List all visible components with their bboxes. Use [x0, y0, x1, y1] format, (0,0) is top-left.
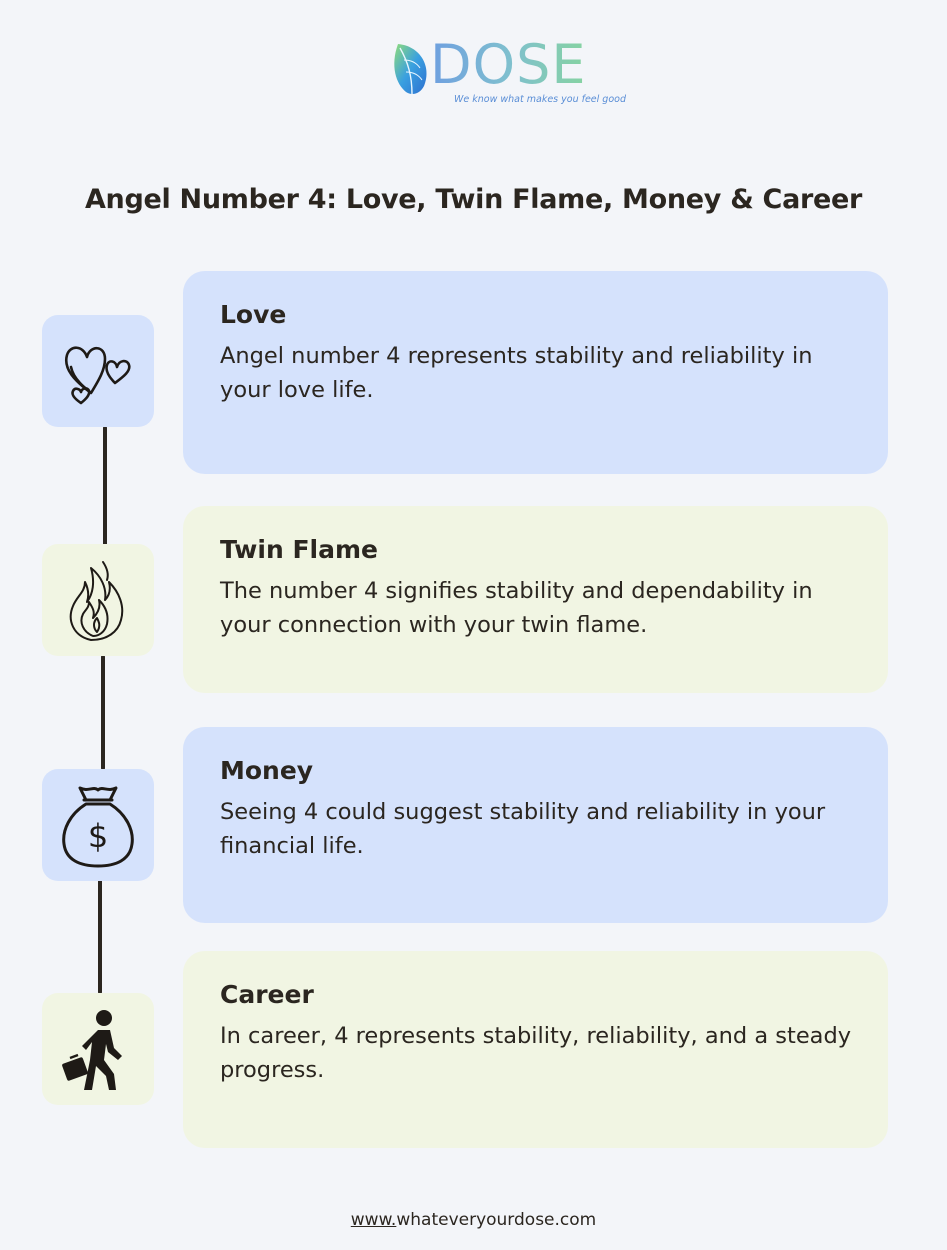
svg-text:$: $ [87, 817, 109, 855]
logo-tagline: We know what makes you feel good [454, 94, 626, 105]
twin-flame-card [183, 506, 888, 693]
love-card [183, 271, 888, 474]
logo-wordmark: DOSE [430, 33, 587, 96]
timeline-connector [103, 426, 107, 546]
footer-www: www. [350, 1210, 397, 1230]
career-icon-box [42, 993, 154, 1105]
career-card [183, 951, 888, 1148]
money-icon-box [42, 769, 154, 881]
footer-domain: whateveryourdose.com [396, 1210, 597, 1230]
love-text: Angel number 4 represents stability and reliability in your love life. [220, 343, 813, 403]
money-text: Seeing 4 could suggest stability and reliability in your financial life. [220, 799, 826, 859]
career-text: In career, 4 represents stability, reliability, and a steady progress. [220, 1023, 852, 1083]
timeline-connector [101, 655, 105, 770]
twin-flame-text: The number 4 signifies stability and dependability in your connection with your twin flame. [220, 578, 813, 638]
leaf-icon [390, 40, 434, 98]
hearts-icon [53, 331, 143, 411]
money-bag-icon [58, 780, 138, 870]
flame-icon [63, 554, 133, 646]
dose-logo[interactable] [390, 33, 626, 110]
twin-flame-icon-box [42, 544, 154, 656]
timeline-connector [98, 879, 102, 994]
career-heading: Career [220, 980, 314, 1009]
love-heading: Love [220, 300, 287, 329]
love-icon-box [42, 315, 154, 427]
page-title: Angel Number 4: Love, Twin Flame, Money & Career [84, 184, 863, 215]
businessman-walking-icon [58, 1004, 138, 1094]
money-card [183, 727, 888, 923]
twin-flame-heading: Twin Flame [220, 535, 378, 564]
footer-website-link[interactable] [0, 1210, 947, 1230]
money-heading: Money [220, 756, 314, 785]
